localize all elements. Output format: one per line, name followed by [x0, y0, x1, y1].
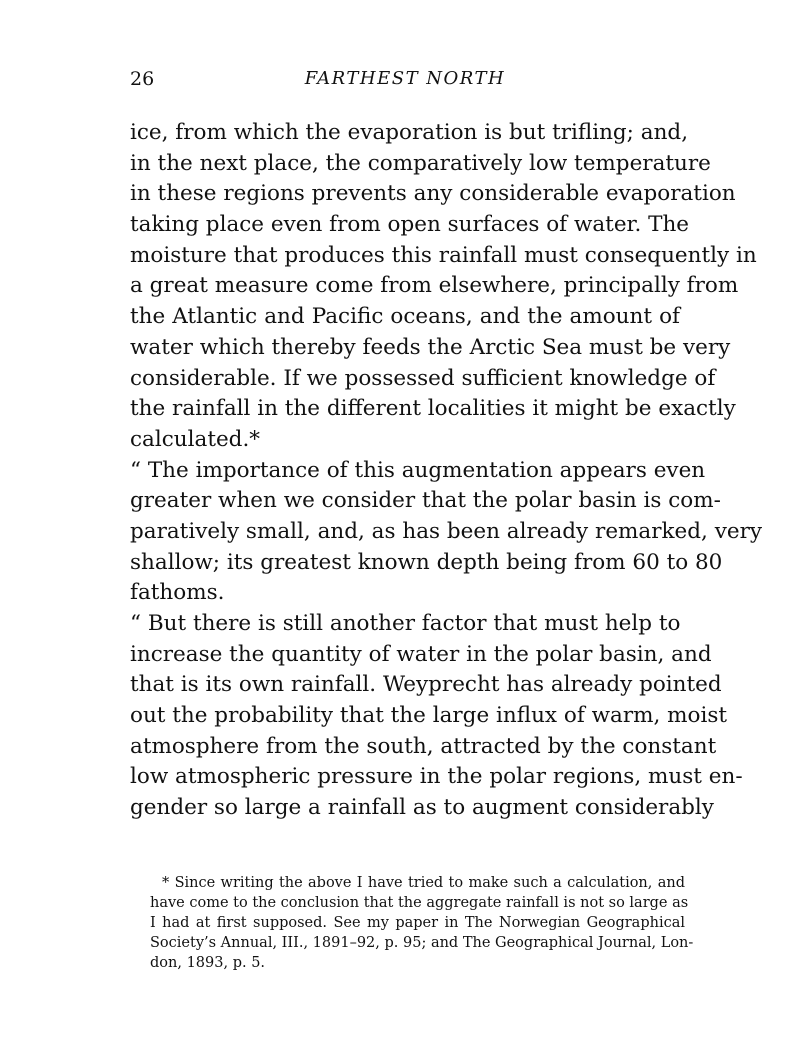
text-line: gender so large a rainfall as to augment considerably [130, 795, 714, 821]
page-header [130, 68, 680, 94]
text-line: “ But there is still another factor that must help to [130, 611, 681, 636]
text-line: out the probability that the large influx of warm, moist [130, 703, 728, 729]
footnote-line: have come to the conclusion that the aggregate rainfall is not so large as [150, 895, 689, 911]
footnote [150, 873, 694, 973]
body-text [130, 118, 763, 824]
text-line: low atmospheric pressure in the polar regions, must en- [130, 764, 743, 790]
text-line: considerable. If we possessed sufficient knowledge of [130, 365, 716, 391]
text-line: that is its own rainfall. Weyprecht has already pointed [130, 672, 722, 698]
text-line: ice, from which the evaporation is but trifling; and, [130, 120, 689, 145]
text-line: a great measure come from elsewhere, principally from [130, 273, 739, 299]
footnote-line: * Since writing the above I have tried to make such a calculation, and [162, 875, 685, 891]
text-line: in these regions prevents any considerable evaporation [130, 181, 736, 207]
page-number: 26 [130, 68, 155, 90]
footnote-line: Society’s Annual, III., 1891–92, p. 95; and The Geographical Journal, Lon- [150, 935, 694, 951]
text-line: greater when we consider that the polar basin is com- [130, 488, 721, 514]
text-line: fathoms. [130, 580, 225, 606]
text-line: shallow; its greatest known depth being from 60 to 80 [130, 549, 723, 575]
text-line: “ The importance of this augmentation appears even [130, 457, 706, 483]
text-line: paratively small, and, as has been already remarked, very [130, 518, 763, 544]
text-line: the Atlantic and Pacific oceans, and the amount of [130, 304, 680, 330]
text-line: taking place even from open surfaces of water. The [130, 212, 690, 238]
text-line: increase the quantity of water in the polar basin, and [130, 641, 712, 667]
text-line: atmosphere from the south, attracted by the constant [130, 733, 717, 759]
text-line: the rainfall in the different localities it might be exactly [130, 396, 736, 422]
text-line: moisture that produces this rainfall must consequently in [130, 242, 757, 268]
running-title: FARTHEST NORTH [304, 68, 506, 89]
text-line: water which thereby feeds the Arctic Sea must be very [130, 334, 731, 360]
text-line: calculated.* [130, 426, 261, 452]
text-line: in the next place, the comparatively low temperature [130, 150, 711, 176]
footnote-line: I had at first supposed. See my paper in The Norwegian Geographical [150, 915, 685, 931]
footnote-line: don, 1893, p. 5. [150, 955, 266, 971]
